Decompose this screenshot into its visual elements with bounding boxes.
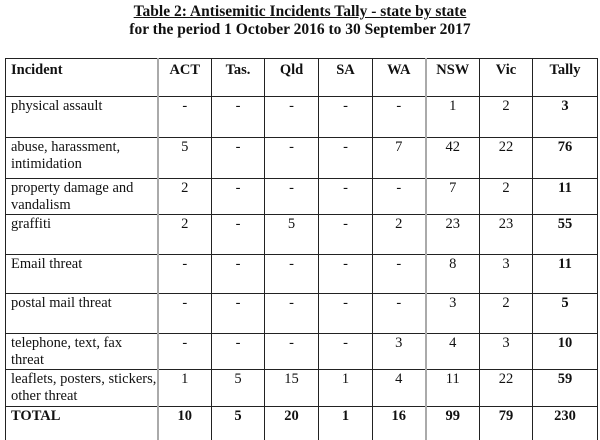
cell-wa: - — [373, 97, 426, 138]
header-incident: Incident — [6, 59, 158, 97]
cell-vic: 23 — [480, 215, 533, 255]
table-row — [6, 370, 598, 407]
table-title-line1: Table 2: Antisemitic Incidents Tally - state by state — [133, 3, 467, 20]
cell-vic: 2 — [480, 97, 533, 138]
cell-qld: - — [265, 334, 319, 370]
header-sa: SA — [319, 59, 373, 97]
cell-tas: - — [212, 255, 265, 294]
cell-sa: - — [319, 138, 373, 179]
table-row — [6, 334, 598, 370]
cell-qld: 15 — [265, 370, 319, 407]
cell-nsw: 7 — [426, 179, 480, 215]
cell-vic: 3 — [480, 334, 533, 370]
cell-act: - — [158, 97, 212, 138]
cell-tally: 55 — [533, 215, 598, 255]
cell-tas: - — [212, 97, 265, 138]
cell-sa: - — [319, 255, 373, 294]
cell-act: - — [158, 255, 212, 294]
cell-vic: 2 — [480, 179, 533, 215]
total-row — [6, 407, 598, 440]
incident-label: abuse, harassment, intimidation — [6, 138, 158, 179]
header-tas: Tas. — [212, 59, 265, 97]
cell-wa: 7 — [373, 138, 426, 179]
cell-tally: 76 — [533, 138, 598, 179]
incident-label: physical assault — [6, 97, 158, 138]
header-act: ACT — [158, 59, 212, 97]
cell-nsw: 11 — [426, 370, 480, 407]
cell-vic: 22 — [480, 138, 533, 179]
cell-qld: - — [265, 179, 319, 215]
cell-nsw: 23 — [426, 215, 480, 255]
table-row — [6, 294, 598, 334]
incident-label: property damage and vandalism — [6, 179, 158, 215]
cell-sa: - — [319, 215, 373, 255]
cell-tas: - — [212, 179, 265, 215]
cell-wa: 3 — [373, 334, 426, 370]
table-title — [0, 3, 600, 39]
cell-act: - — [158, 334, 212, 370]
cell-tally: 11 — [533, 255, 598, 294]
cell-tas: 5 — [212, 370, 265, 407]
incident-label: graffiti — [6, 215, 158, 255]
cell-nsw: 4 — [426, 334, 480, 370]
total-label: TOTAL — [6, 407, 158, 440]
cell-tally: 59 — [533, 370, 598, 407]
cell-qld: 5 — [265, 215, 319, 255]
incident-label: Email threat — [6, 255, 158, 294]
total-nsw: 99 — [426, 407, 480, 440]
cell-wa: - — [373, 179, 426, 215]
table-row — [6, 255, 598, 294]
cell-tally: 10 — [533, 334, 598, 370]
cell-tally: 5 — [533, 294, 598, 334]
total-tas: 5 — [212, 407, 265, 440]
cell-vic: 22 — [480, 370, 533, 407]
header-qld: Qld — [265, 59, 319, 97]
cell-vic: 3 — [480, 255, 533, 294]
cell-tas: - — [212, 215, 265, 255]
cell-tas: - — [212, 294, 265, 334]
cell-wa: - — [373, 255, 426, 294]
table-row — [6, 97, 598, 138]
cell-wa: 4 — [373, 370, 426, 407]
table-subtitle: for the period 1 October 2016 to 30 September 2017 — [129, 21, 471, 38]
cell-act: 1 — [158, 370, 212, 407]
cell-nsw: 8 — [426, 255, 480, 294]
cell-qld: - — [265, 97, 319, 138]
cell-tally: 3 — [533, 97, 598, 138]
table-row — [6, 138, 598, 179]
cell-act: - — [158, 294, 212, 334]
header-tally: Tally — [533, 59, 598, 97]
total-tally: 230 — [533, 407, 598, 440]
table-row — [6, 179, 598, 215]
cell-act: 2 — [158, 215, 212, 255]
cell-wa: - — [373, 294, 426, 334]
cell-sa: - — [319, 97, 373, 138]
total-qld: 20 — [265, 407, 319, 440]
cell-tally: 11 — [533, 179, 598, 215]
cell-sa: - — [319, 294, 373, 334]
cell-nsw: 42 — [426, 138, 480, 179]
incident-label: telephone, text, fax threat — [6, 334, 158, 370]
table-row — [6, 215, 598, 255]
cell-nsw: 1 — [426, 97, 480, 138]
cell-sa: - — [319, 179, 373, 215]
total-vic: 79 — [480, 407, 533, 440]
cell-act: 2 — [158, 179, 212, 215]
header-vic: Vic — [480, 59, 533, 97]
incident-label: postal mail threat — [6, 294, 158, 334]
cell-qld: - — [265, 138, 319, 179]
cell-sa: 1 — [319, 370, 373, 407]
cell-wa: 2 — [373, 215, 426, 255]
incidents-table — [5, 58, 598, 440]
cell-qld: - — [265, 255, 319, 294]
incident-label: leaflets, posters, stickers, other threat — [6, 370, 158, 407]
total-sa: 1 — [319, 407, 373, 440]
cell-act: 5 — [158, 138, 212, 179]
header-nsw: NSW — [426, 59, 480, 97]
cell-vic: 2 — [480, 294, 533, 334]
cell-sa: - — [319, 334, 373, 370]
total-wa: 16 — [373, 407, 426, 440]
total-act: 10 — [158, 407, 212, 440]
header-wa: WA — [373, 59, 426, 97]
cell-nsw: 3 — [426, 294, 480, 334]
header-row — [6, 59, 598, 97]
cell-tas: - — [212, 138, 265, 179]
cell-qld: - — [265, 294, 319, 334]
cell-tas: - — [212, 334, 265, 370]
